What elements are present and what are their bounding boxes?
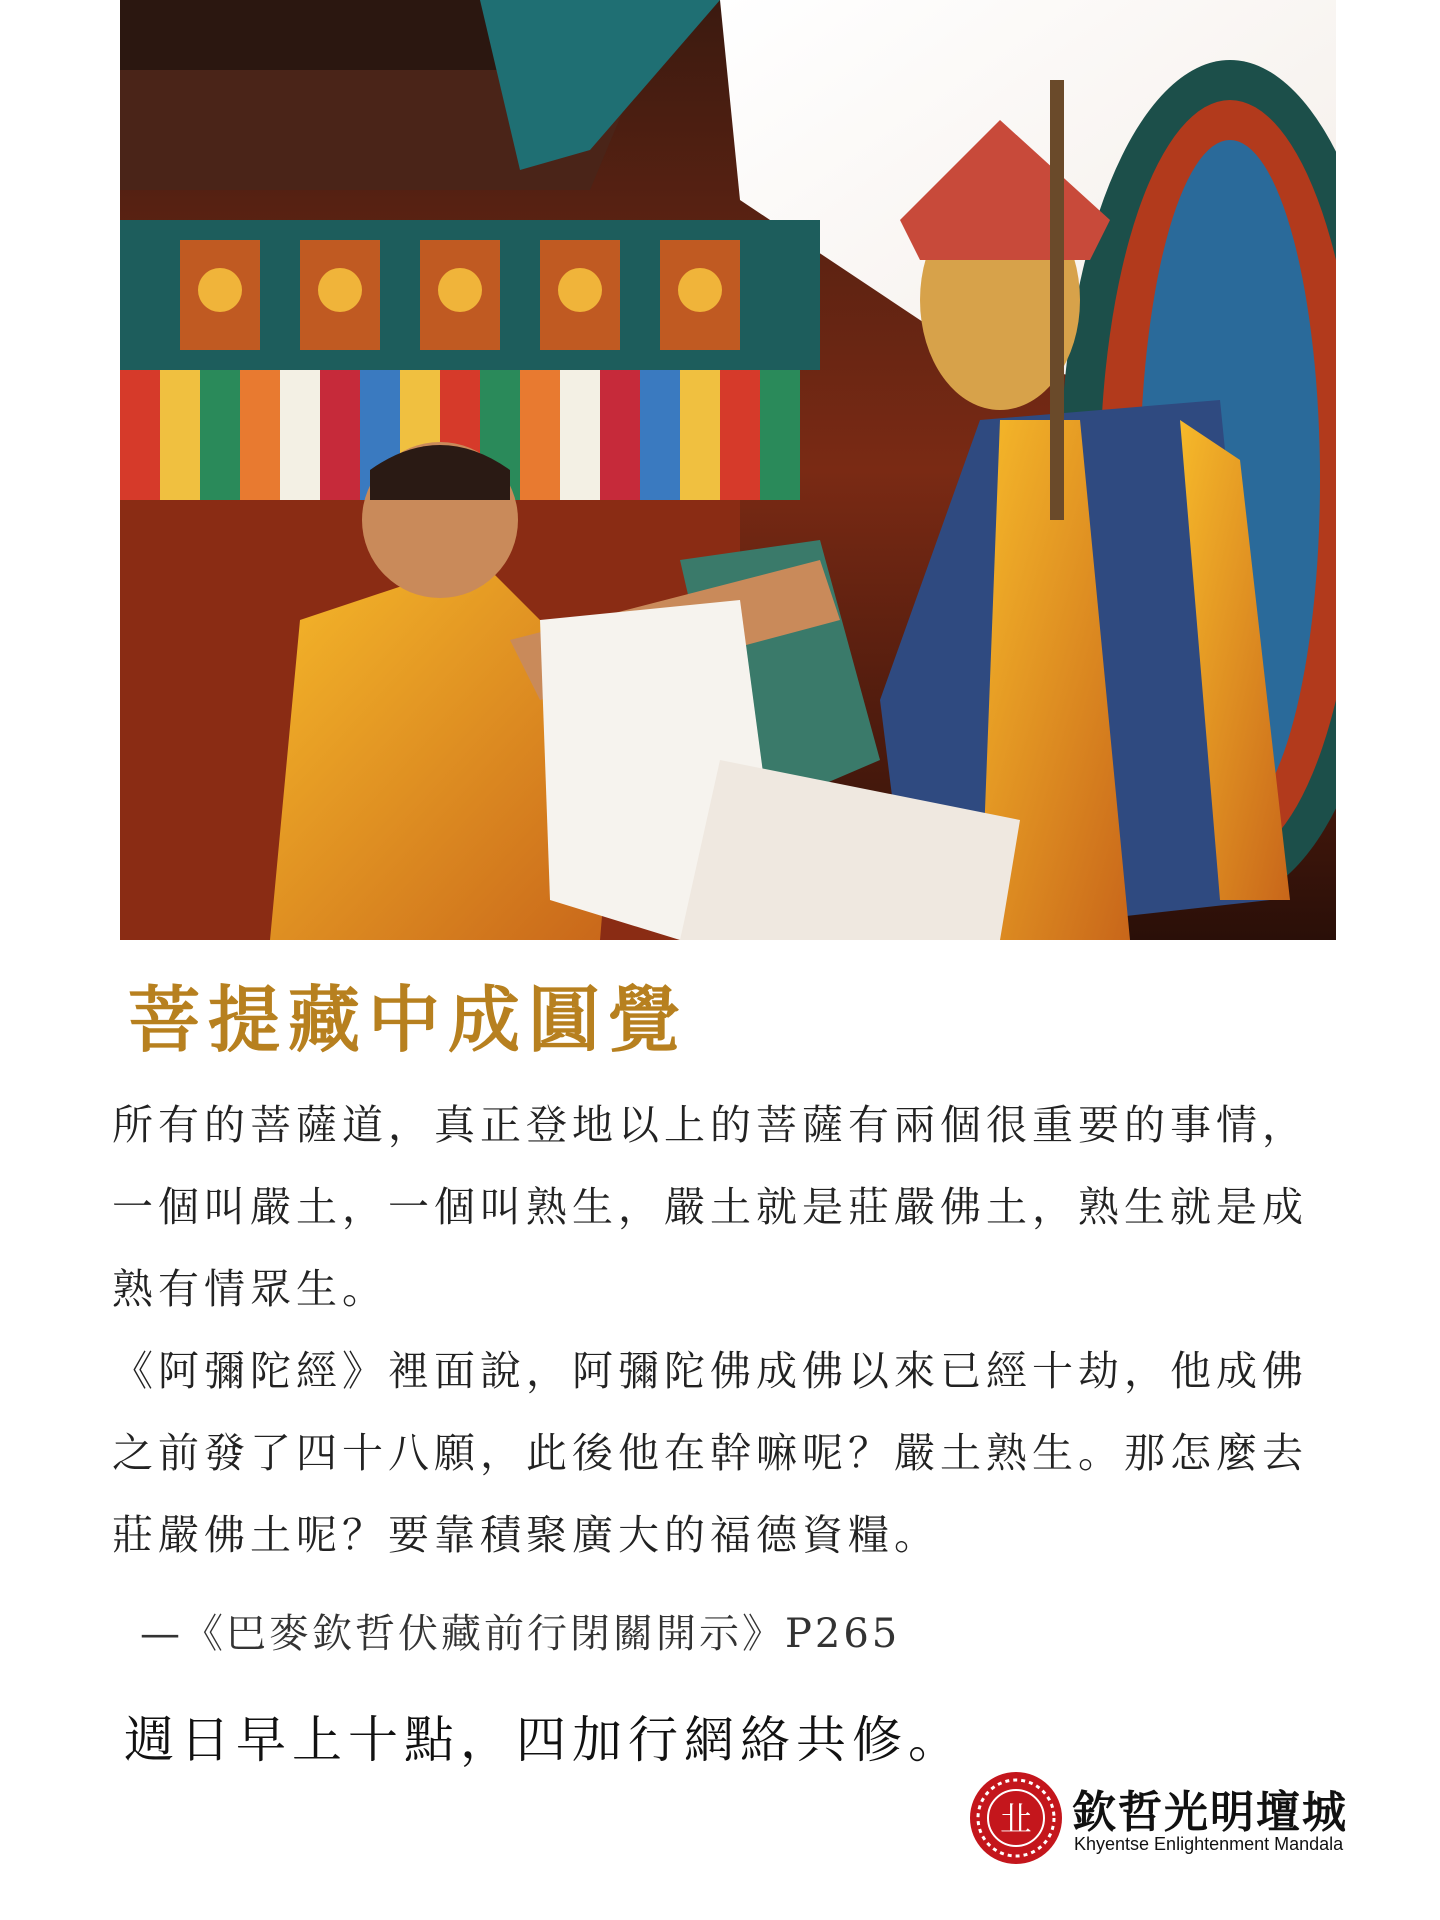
paragraph: 所有的菩薩道，真正登地以上的菩薩有兩個很重要的事情，一個叫嚴土，一個叫熟生，嚴土就是莊嚴佛土，熟生就是成熟有情眾生。 bbox=[112, 1101, 1308, 1313]
mandala-seal-icon bbox=[968, 1770, 1064, 1866]
brand-subtitle: Khyentse Enlightenment Mandala bbox=[1074, 1834, 1344, 1854]
seal-glyph: 㐀 bbox=[999, 1800, 1033, 1838]
paragraph: 《阿彌陀經》裡面說，阿彌陀佛成佛以來已經十劫，他成佛之前發了四十八願，此後他在幹嘛呢？嚴土熟生。那怎麼去莊嚴佛土呢？要靠積聚廣大的福德資糧。 bbox=[112, 1347, 1308, 1559]
brand-logo bbox=[968, 1770, 1348, 1880]
source-citation: —《巴麥欽哲伏藏前行閉關開示》P265 bbox=[140, 1611, 901, 1657]
schedule-notice: 週日早上十點，四加行網絡共修。 bbox=[124, 1711, 964, 1769]
teaching-text bbox=[112, 1084, 1348, 1576]
hero-photo bbox=[120, 0, 1336, 940]
brand-name: 欽哲光明壇城 bbox=[1072, 1787, 1348, 1838]
page-title: 菩提藏中成圓覺 bbox=[128, 977, 689, 1062]
